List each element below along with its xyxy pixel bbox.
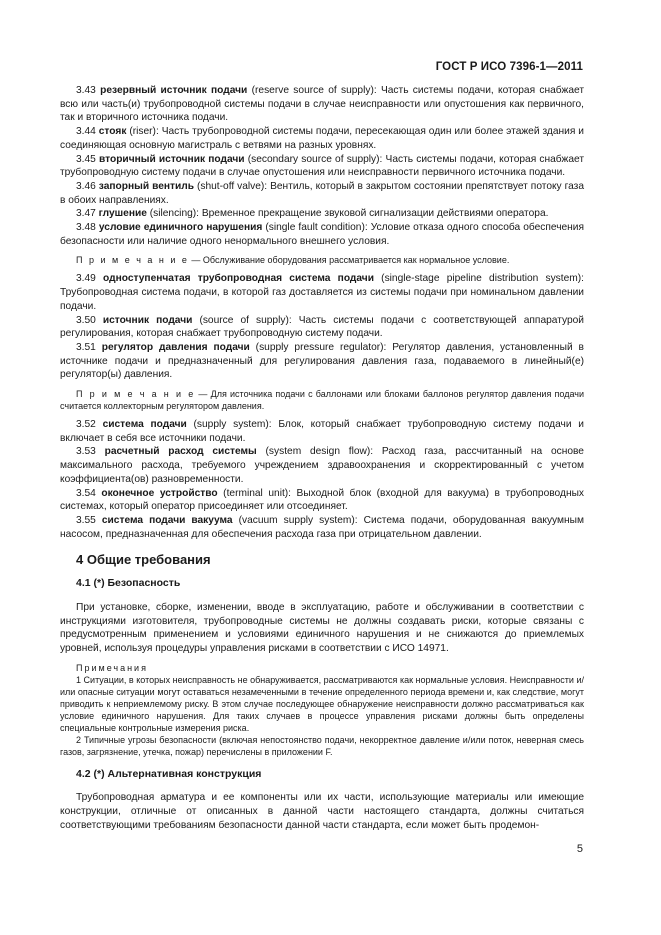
note-item-2: 2 Типичные угрозы безопасности (включая непостоянство подачи, некорректное давление и/или поток, неверная смесь газов, загрязнение, утечка, пожар) перечислены в приложении F.	[60, 734, 584, 757]
subsection-heading-safety: 4.1 (*) Безопасность	[76, 577, 181, 590]
definitions-block-2	[60, 272, 584, 382]
definitions-block-3	[60, 418, 584, 541]
definition-text: (secondary source of supply): Часть системы подачи, которая снабжает трубопроводную систему подачи в случае опустошения или неисправности первичного источника подачи.	[60, 153, 584, 179]
definition-text: (riser): Часть трубопроводной системы подачи, пересекающая один или более этажей здания и соединяющая основную магистраль с ветвями на разных уровнях.	[60, 126, 584, 151]
subsection-heading-alternative: 4.2 (*) Альтернативная конструкция	[76, 767, 262, 780]
definition-3-44	[60, 125, 584, 152]
definition-number: 3.50	[76, 314, 96, 326]
definition-text: (supply pressure regulator): Регулятор давления, установленный в источнике подачи и предназначенный для регулирования давления газа, подаваемого в линейный(е) регулятор(ы) давления.	[60, 341, 584, 381]
definition-term: запорный вентиль	[98, 180, 195, 192]
definitions-block-1	[60, 84, 584, 248]
definition-number: 3.55	[76, 514, 96, 526]
page-content	[60, 84, 584, 832]
definition-3-53	[60, 445, 584, 486]
definition-number: 3.44	[76, 126, 96, 138]
note-label: П р и м е ч а н и е	[76, 255, 189, 266]
note-label: П р и м е ч а н и е	[76, 389, 196, 400]
definition-3-54	[60, 487, 584, 514]
definition-text: (reserve source of supply): Часть системы подачи, которая снабжает всю или часть(и) трубопроводной системы подачи в случае неисправности или опустошения как первичного, так и вторичного источника подачи.	[60, 85, 584, 124]
definition-3-52	[60, 418, 584, 445]
definition-term: расчетный расход системы	[104, 446, 257, 458]
definition-text: (single fault condition): Условие отказа одного способа обеспечения безопасности или наличие одного ненормального внешнего условия.	[60, 222, 584, 247]
note-maintenance	[60, 254, 584, 266]
definition-text: (source of supply): Часть системы подачи с соответствующей аппаратурой регулирования, которая снабжает трубопроводную систему подачи.	[60, 314, 584, 340]
definition-3-46	[60, 180, 584, 207]
note-text: — Обслуживание оборудования рассматривается как нормальное условие.	[188, 255, 510, 266]
definition-term: оконечное устройство	[101, 487, 218, 499]
definition-term: источник подачи	[102, 314, 193, 326]
definition-3-43	[60, 84, 584, 125]
definition-number: 3.43	[76, 85, 96, 96]
definition-term: условие единичного нарушения	[98, 222, 263, 234]
document-header: ГОСТ Р ИСО 7396-1—2011	[435, 61, 583, 73]
definition-text: (shut-off valve): Вентиль, который в закрытом состоянии препятствует потоку газа в обоих направлениях.	[60, 180, 584, 206]
definition-number: 3.48	[76, 222, 96, 234]
definition-text: (terminal unit): Выходной блок (входной для вакуума) в трубопроводных системах, который оператор присоединяет или отсоединяет.	[60, 487, 584, 513]
page-number: 5	[576, 843, 583, 855]
note-item-1: 1 Ситуации, в которых неисправность не обнаруживается, рассматриваются как нормальные условия. Неисправности и/или опасные ситуации могут оставаться незамеченными в течение определенного периода времени и, как следствие, могут приводить к неприемлемому риску. В этом случае последующее обнаружение неисправности должно рассматриваться как условие единичного нарушения. Для таких случаев в процессе управления рисками должны быть определены специальные контрольные измерения риска.	[60, 674, 584, 733]
definition-3-48	[60, 221, 584, 248]
definition-term: резервный источник подачи	[100, 85, 248, 96]
definition-number: 3.49	[76, 273, 96, 285]
definition-3-45	[60, 153, 584, 180]
definition-number: 3.47	[76, 208, 96, 220]
definition-term: регулятор давления подачи	[101, 341, 250, 353]
notes-heading: Примечания	[76, 662, 148, 673]
definition-term: одноступенчатая трубопроводная система подачи	[103, 273, 374, 285]
definition-number: 3.54	[76, 487, 96, 499]
definition-term: стояк	[98, 126, 127, 138]
definition-text: (silencing): Временное прекращение звуковой сигнализации действиями оператора.	[146, 208, 549, 220]
definition-term: вторичный источник подачи	[99, 153, 245, 165]
definition-3-47	[60, 207, 584, 221]
definition-term: система подачи вакуума	[101, 514, 233, 526]
note-text: — Для источника подачи с баллонами или блоками баллонов регулятор давления подачи считается коллекторным регулятором давления.	[60, 389, 584, 412]
definition-number: 3.51	[76, 341, 96, 353]
section-heading: 4 Общие требования	[76, 552, 211, 568]
definition-text: (single-stage pipeline distribution system): Трубопроводная система подачи, в которой газ доставляется из системы подачи при номинальном давлении подачи.	[60, 273, 584, 312]
alternative-paragraph: Трубопроводная арматура и ее компоненты или их части, использующие материалы или имеющие конструкции, отличные от описанных в данной части настоящего стандарта, должны считаться соответствующими требованиям безопасности данной части стандарта, если может быть продемон-	[60, 792, 584, 831]
definition-text: (vacuum supply system): Система подачи, оборудованная вакуумным насосом, предназначенная для обеспечения расхода газа при отрицательном давлении.	[60, 514, 584, 540]
safety-paragraph: При установке, сборке, изменении, вводе в эксплуатацию, работе и обслуживании в соответствии с инструкциями изготовителя, трубопроводные системы не должны создавать риски, которые связаны с предусмотренным применением и условиями единичного нарушения и не снижаются до приемлемых уровней, используя процедуры управления рисками в соответствии с ИСО 14971.	[60, 601, 584, 654]
definition-number: 3.53	[76, 446, 96, 458]
definition-3-51	[60, 341, 584, 382]
definition-text: (system design flow): Расход газа, рассчитанный на основе максимального расхода, требуемого учреждением здравоохранения и скорректированный с учетом коэффициента(ов) разновременности.	[60, 446, 584, 485]
definition-number: 3.46	[76, 180, 96, 192]
definition-number: 3.52	[76, 419, 96, 431]
definition-term: глушение	[98, 208, 147, 220]
definition-number: 3.45	[76, 153, 96, 165]
definition-3-49	[60, 272, 584, 313]
definition-3-50	[60, 314, 584, 341]
definition-term: система подачи	[102, 419, 187, 431]
definition-text: (supply system): Блок, который снабжает трубопроводную систему подачи и включает в себя все источники подачи.	[60, 419, 584, 444]
note-regulator	[60, 388, 584, 412]
definition-3-55	[60, 514, 584, 541]
